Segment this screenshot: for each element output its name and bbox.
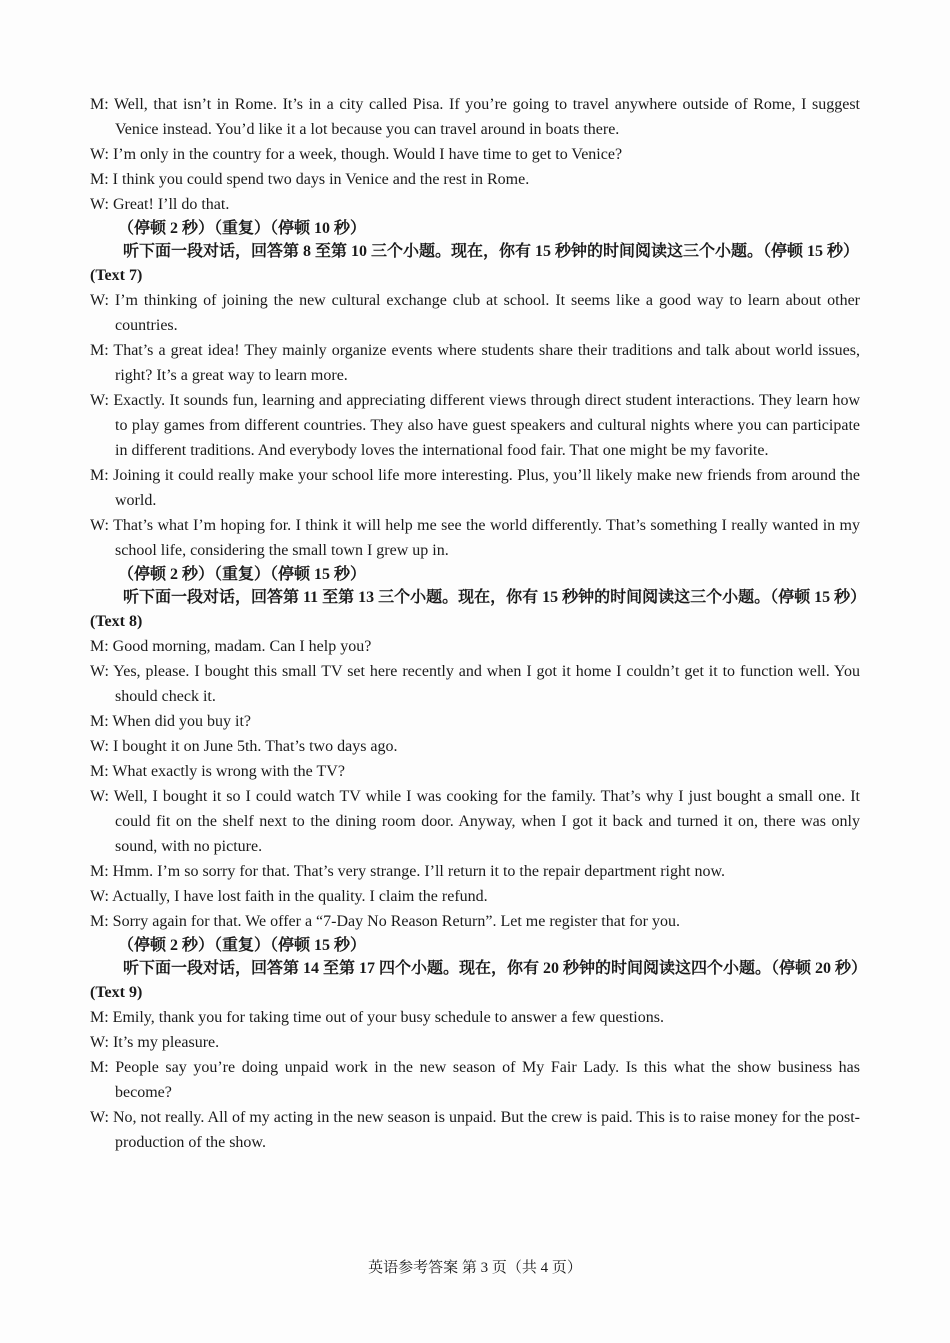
dialogue-line: W: I’m thinking of joining the new cultural exchange club at school. It seems like a good way to learn about other countries. [90, 292, 860, 334]
pause-instruction: （停顿 2 秒）（重复）（停顿 15 秒） [118, 566, 367, 583]
dialogue-line: M: Joining it could really make your school life more interesting. Plus, you’ll likely make new friends from around the world. [90, 467, 860, 509]
dialogue-line: M: What exactly is wrong with the TV? [90, 763, 345, 780]
pause-instruction: （停顿 2 秒）（重复）（停顿 15 秒） [118, 937, 367, 954]
dialogue-line: M: I think you could spend two days in Venice and the rest in Rome. [90, 171, 530, 188]
transcript-body [90, 92, 868, 1155]
page-footer: 英语参考答案 第 3 页（共 4 页） [368, 1260, 582, 1276]
listening-instruction: 听下面一段对话，回答第 8 至第 10 三个小题。现在，你有 15 秒钟的时间阅读这三个小题。（停顿 15 秒） [123, 243, 860, 260]
dialogue-line: M: People say you’re doing unpaid work in the new season of My Fair Lady. Is this what the show business has become? [90, 1059, 860, 1101]
dialogue-line: W: I’m only in the country for a week, though. Would I have time to get to Venice? [90, 146, 623, 163]
dialogue-line: M: When did you buy it? [90, 713, 252, 730]
dialogue-line: M: Emily, thank you for taking time out of your busy schedule to answer a few questions. [90, 1009, 664, 1026]
text-heading: (Text 7) [90, 267, 143, 284]
dialogue-line: W: It’s my pleasure. [90, 1034, 220, 1051]
listening-instruction: 听下面一段对话，回答第 11 至第 13 三个小题。现在，你有 15 秒钟的时间阅读这三个小题。（停顿 15 秒） [123, 589, 867, 606]
listening-instruction: 听下面一段对话，回答第 14 至第 17 四个小题。现在，你有 20 秒钟的时间阅读这四个小题。（停顿 20 秒） [123, 960, 868, 977]
dialogue-line: M: Good morning, madam. Can I help you? [90, 638, 372, 655]
dialogue-line: W: Well, I bought it so I could watch TV while I was cooking for the family. That’s why I just bought a small one. It could fit on the shelf next to the dining room door. Anyway, when I got it back and turned it on, there was only sound, with no picture. [90, 788, 860, 855]
dialogue-line: W: Actually, I have lost faith in the quality. I claim the refund. [90, 888, 488, 905]
dialogue-line: W: That’s what I’m hoping for. I think it will help me see the world differently. That’s something I really wanted in my school life, considering the small town I grew up in. [90, 517, 860, 559]
dialogue-line: W: Yes, please. I bought this small TV set here recently and when I got it home I couldn’t get it to function well. You should check it. [90, 663, 860, 705]
dialogue-line: M: Hmm. I’m so sorry for that. That’s very strange. I’ll return it to the repair department right now. [90, 863, 725, 880]
dialogue-line: W: I bought it on June 5th. That’s two days ago. [90, 738, 398, 755]
dialogue-line: M: That’s a great idea! They mainly organize events where students share their traditions and talk about world issues, right? It’s a great way to learn more. [90, 342, 860, 384]
text-heading: (Text 9) [90, 984, 143, 1001]
dialogue-line: W: Exactly. It sounds fun, learning and appreciating different views through direct student interactions. They learn how to play games from different countries. They also have guest speakers and cultural nights where you can participate in different traditions. And everybody loves the international food fair. That one might be my favorite. [90, 392, 860, 459]
dialogue-line: M: Sorry again for that. We offer a “7-Day No Reason Return”. Let me register that for you. [90, 913, 680, 930]
dialogue-line: W: Great! I’ll do that. [90, 196, 230, 213]
text-heading: (Text 8) [90, 613, 143, 630]
pause-instruction: （停顿 2 秒）（重复）（停顿 10 秒） [118, 220, 367, 237]
dialogue-line: M: Well, that isn’t in Rome. It’s in a city called Pisa. If you’re going to travel anywhere outside of Rome, I suggest Venice instead. You’d like it a lot because you can travel around in boats there. [90, 96, 860, 138]
dialogue-line: W: No, not really. All of my acting in the new season is unpaid. But the crew is paid. This is to raise money for the post-production of the show. [90, 1109, 860, 1151]
